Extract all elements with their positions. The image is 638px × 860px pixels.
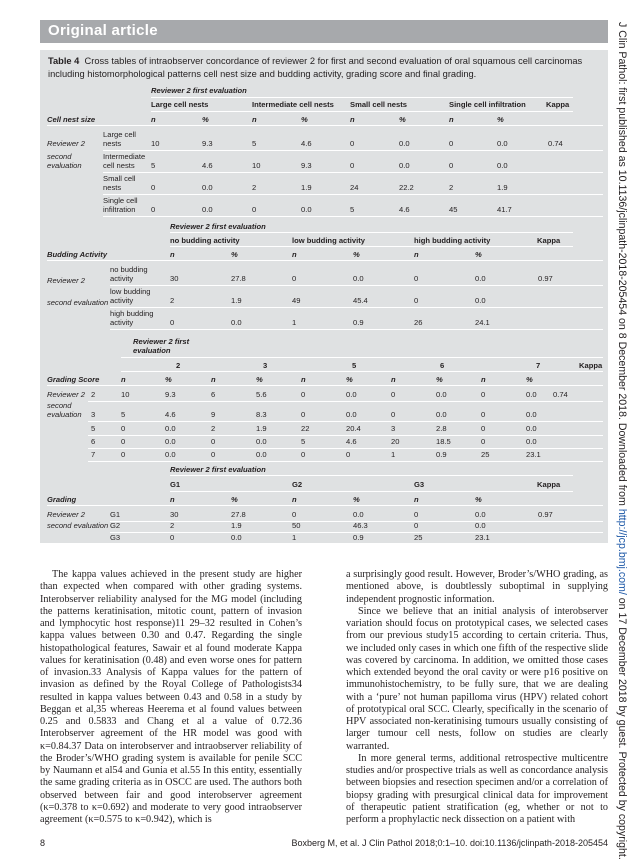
table-cell: 1	[292, 318, 297, 327]
first-eval-header: evaluation	[133, 346, 171, 355]
table-cell: 0	[481, 390, 486, 399]
table-cell: 0	[151, 183, 156, 192]
table-cell: 0.0	[526, 390, 537, 399]
unit-header: n	[252, 115, 257, 124]
table-cell: 30	[170, 274, 179, 283]
unit-header: %	[399, 115, 406, 124]
table-cell: 4.6	[202, 161, 213, 170]
row-group-label: Reviewer 2	[47, 276, 85, 285]
table-rule	[170, 246, 573, 247]
row-group-label: second	[47, 152, 72, 161]
table-cell: 0.0	[256, 450, 267, 459]
table-cell: 49	[292, 296, 301, 305]
section-header: Budding Activity	[47, 250, 108, 259]
unit-header: n	[292, 495, 297, 504]
table-rule	[88, 421, 603, 422]
table-cell: 20	[391, 437, 400, 446]
table-rule	[170, 491, 573, 492]
table-cell: 0	[170, 318, 175, 327]
table-cell: 0	[211, 450, 216, 459]
journal-link[interactable]: http://jcp.bmj.com/	[616, 508, 628, 595]
kappa-header: Kappa	[537, 480, 561, 489]
table-rule	[103, 172, 603, 173]
row-group-label: second evaluation	[47, 298, 109, 307]
table-rule	[110, 329, 603, 330]
table-cell: 0	[301, 410, 306, 419]
paragraph: a surprisingly good result. However, Broder’s/WHO grading, as mentioned above, is doubtlessly suboptimal in supplying independent prognostic information.	[346, 569, 608, 605]
table-rule	[88, 401, 603, 402]
row-label: Large cell	[103, 130, 136, 139]
table-cell: 0	[252, 205, 257, 214]
column-header: low budding activity	[292, 236, 365, 245]
unit-header: %	[475, 495, 482, 504]
table-cell: 0	[211, 437, 216, 446]
row-label: G2	[110, 521, 121, 530]
table-cell: 0	[414, 510, 419, 519]
table-cell: 2.8	[436, 424, 447, 433]
unit-header: n	[414, 250, 419, 259]
table-cell: 18.5	[436, 437, 451, 446]
table-cell: 0	[121, 450, 126, 459]
column-header: no budding activity	[170, 236, 240, 245]
row-label: Single cell	[103, 196, 138, 205]
table-rule	[121, 357, 603, 358]
table-cell: 1.9	[231, 521, 242, 530]
row-label: no budding	[110, 265, 148, 274]
row-group-label: second evaluation	[47, 521, 109, 530]
table-cell: 0.0	[436, 410, 447, 419]
table-cell: 0	[292, 274, 297, 283]
table-cell: 0	[170, 533, 175, 542]
table-cell: 0.0	[165, 424, 176, 433]
column-header: 3	[263, 361, 268, 370]
table-cell: 5	[350, 205, 355, 214]
table-rule	[121, 371, 603, 372]
table-cell: 0.0	[526, 424, 537, 433]
table-cell: 0.0	[353, 510, 364, 519]
table-caption	[48, 55, 600, 80]
table-label: Table 4	[48, 56, 80, 66]
table-cell: 4.6	[346, 437, 357, 446]
table-cell: 5	[121, 410, 126, 419]
table-cell: 0	[481, 410, 486, 419]
table-cell: 10	[121, 390, 130, 399]
first-eval-header: Reviewer 2 first	[133, 337, 190, 346]
table-cell: 0	[346, 450, 351, 459]
unit-header: %	[301, 115, 308, 124]
column-header: G1	[170, 480, 181, 489]
table-cell: 26	[414, 318, 423, 327]
kappa-header: Kappa	[537, 236, 561, 245]
table-cell: 0	[414, 521, 419, 530]
column-header: Single cell infiltration	[449, 100, 526, 109]
unit-header: n	[391, 375, 396, 384]
table-cell: 0	[301, 450, 306, 459]
table-cell: 6	[211, 390, 216, 399]
row-label: activity	[110, 318, 134, 327]
row-label: 6	[91, 437, 96, 446]
table-cell: 0	[292, 510, 297, 519]
table-cell: 0	[414, 296, 419, 305]
table-cell: 9.3	[165, 390, 176, 399]
table-cell: 50	[292, 521, 301, 530]
unit-header: %	[346, 375, 353, 384]
unit-header: n	[481, 375, 486, 384]
table-rule	[103, 150, 603, 151]
column-header: 7	[536, 361, 541, 370]
table-cell: 1.9	[256, 424, 267, 433]
table-cell: 0	[414, 274, 419, 283]
table-cell: 5	[301, 437, 306, 446]
column-header: G2	[292, 480, 303, 489]
table-rule	[47, 385, 603, 386]
table-rule	[47, 505, 603, 506]
table-cell: 0	[391, 410, 396, 419]
section-header: Grading Score	[47, 375, 100, 384]
table-cell: 0.0	[165, 450, 176, 459]
row-group-label: Reviewer 2	[47, 510, 85, 519]
unit-header: %	[475, 250, 482, 259]
unit-header: %	[526, 375, 533, 384]
row-label: low budding	[110, 287, 151, 296]
table-cell: 0.9	[353, 318, 364, 327]
section-banner	[40, 20, 608, 43]
table-cell: 0.0	[497, 139, 508, 148]
footer-citation: Boxberg M, et al. J Clin Pathol 2018;0:1–10. doi:10.1136/jclinpath-2018-205454	[291, 838, 608, 848]
unit-header: n	[449, 115, 454, 124]
table-rule	[47, 260, 603, 261]
table-cell: 0.0	[301, 205, 312, 214]
table-cell: 1	[292, 533, 297, 542]
table-cell: 0	[151, 205, 156, 214]
table-rule	[47, 125, 603, 126]
table-cell: 0	[391, 390, 396, 399]
table-cell: 23.1	[526, 450, 541, 459]
row-group-label: Reviewer 2	[47, 139, 85, 148]
table-cell: 0.0	[231, 318, 242, 327]
row-label: 3	[91, 410, 96, 419]
table-cell: 0.0	[475, 521, 486, 530]
unit-header: n	[151, 115, 156, 124]
section-label: Original article	[48, 22, 158, 39]
row-label: 2	[91, 390, 96, 399]
body-column-right	[346, 569, 608, 826]
table-cell: 2	[449, 183, 454, 192]
paragraph: The kappa values achieved in the present study are higher than expected when compared with other grading systems. Interobserver reliability analysed for the MG model (including the patterns keratinisation, mitotic count, pattern of invasion and lymphocytic host response)11 29–32 resulted in Cohen’s kappa values between 0.30 and 0.47. Regarding the single histopathological features, Sawair et al found moderate Kappa values for keratinisation (0.48) and even worse ones for pattern of invasion.33 Analysis of Kappa values for the pattern of invasion as defined by the Royal College of Pathologists34 resulted in kappa values between 0.43 and 0.58 in a study by Beggan et al,35 whereas Heerema et al found values between 0.25 and 0.5833 and Chang et al a value of 0.72.36 Interobserver agreement of the HR model was good with κ=0.84.37 Data on interobserver and intraobserver reliability of the Broder’s/WHO grading system is available for penile SCC by Naumann et al54 and Gunia et al.55 In this entity, essentially the same grading criteria as in OSCC are used. The authors both observed between fair and good interobserver agreement (κ=0.378 to κ=0.692) and moderate to very good intraobserver agreement (κ=0.575 to κ=0.942), which is	[40, 569, 302, 825]
table-cell: 0	[350, 161, 355, 170]
table-cell: 0.9	[436, 450, 447, 459]
table-rule	[103, 194, 603, 195]
table-cell: 0	[301, 390, 306, 399]
citation-sidebar	[612, 22, 632, 860]
page-number: 8	[40, 838, 46, 848]
column-header: high budding activity	[414, 236, 491, 245]
unit-header: %	[497, 115, 504, 124]
table-cell: 1	[391, 450, 396, 459]
table-rule	[88, 461, 603, 462]
table-cell: 0.0	[475, 510, 486, 519]
table-cell: 0.0	[346, 410, 357, 419]
table-rule	[110, 307, 603, 308]
first-eval-header: Reviewer 2 first evaluation	[170, 222, 266, 231]
table-cell: 5	[151, 161, 156, 170]
table-cell: 0	[449, 139, 454, 148]
unit-header: %	[436, 375, 443, 384]
table-rule	[103, 216, 603, 217]
unit-header: %	[231, 495, 238, 504]
column-header: G3	[414, 480, 425, 489]
table-cell: 1.9	[301, 183, 312, 192]
table-cell: 9.3	[202, 139, 213, 148]
table-caption-text: Cross tables of intraobserver concordance of reviewer 2 for first and second evaluation of oral squamous cell carcinomas including histomorphological patterns cell nest size and budding activity, grading score and final grading.	[48, 56, 583, 79]
table-cell: 24	[350, 183, 359, 192]
table-rule	[151, 111, 573, 112]
paragraph: In more general terms, additional retrospective multicentre studies and/or prospective trials as well as concordance analysis between biopsies and resection specimen and/or a correlation of biopsy grading with presurgical clinical data for improvement of therapeutic patient stratification (eg, whether or not to perform a prophylactic neck dissection on a patient with	[346, 752, 608, 825]
table-cell: 27.8	[231, 510, 246, 519]
row-label: G3	[110, 533, 121, 542]
table-cell: 10	[252, 161, 261, 170]
kappa-value: 0.97	[538, 510, 553, 519]
table-cell: 1.9	[497, 183, 508, 192]
unit-header: %	[165, 375, 172, 384]
table-cell: 27.8	[231, 274, 246, 283]
column-header: Small cell nests	[350, 100, 407, 109]
table-cell: 45	[449, 205, 458, 214]
row-group-label: evaluation	[47, 410, 82, 419]
kappa-value: 0.74	[553, 390, 568, 399]
sidebar-text-end: on 17 December 2018 by guest. Protected by copyright.	[616, 594, 628, 860]
table-cell: 0.0	[436, 390, 447, 399]
table-cell: 0.0	[526, 437, 537, 446]
unit-header: n	[211, 375, 216, 384]
row-label: cell nests	[103, 161, 135, 170]
column-header: Large cell nests	[151, 100, 209, 109]
table-cell: 0.0	[497, 161, 508, 170]
paragraph: Since we believe that an initial analysis of interobserver variation should focus on prototypical cases, we selected cases from our previous study15 according to certain criteria. Thus, we included only cases in which one fifth of the respective slide was covered by carcinoma. In addition, we omitted those cases which extended beyond the oral cavity or were p16 positive on immunohistochemistry, to be fully sure, that we are dealing with a ‘pure’ not human papilloma virus (HPV) related cohort of prototypical oral SCC. Clearly, specifically in the scenario of HPV associated non-keratinising tumours usually consisting of larger tumour cell nests, follow on studies are clearly warranted.	[346, 605, 608, 752]
table-cell: 0.9	[353, 533, 364, 542]
table-cell: 0	[481, 424, 486, 433]
table-cell: 5	[252, 139, 257, 148]
column-header: 6	[440, 361, 445, 370]
table-cell: 30	[170, 510, 179, 519]
first-eval-header: Reviewer 2 first evaluation	[170, 465, 266, 474]
table-rule	[170, 475, 573, 476]
table-cell: 2	[170, 521, 175, 530]
unit-header: n	[414, 495, 419, 504]
table-cell: 0	[121, 424, 126, 433]
table-cell: 4.6	[399, 205, 410, 214]
row-label: Small cell	[103, 174, 136, 183]
table-cell: 0.0	[346, 390, 357, 399]
row-group-label: evaluation	[47, 161, 82, 170]
table-cell: 9	[211, 410, 216, 419]
table-cell: 9.3	[301, 161, 312, 170]
table-cell: 1.9	[231, 296, 242, 305]
kappa-value: 0.74	[548, 139, 563, 148]
table-cell: 0.0	[526, 410, 537, 419]
table-cell: 0.0	[202, 183, 213, 192]
unit-header: n	[292, 250, 297, 259]
unit-header: n	[301, 375, 306, 384]
table-cell: 45.4	[353, 296, 368, 305]
table-rule	[170, 232, 573, 233]
column-header: 5	[352, 361, 357, 370]
table-cell: 23.1	[475, 533, 490, 542]
table-cell: 0.0	[256, 437, 267, 446]
table-cell: 46.3	[353, 521, 368, 530]
unit-header: %	[353, 250, 360, 259]
row-label: infiltration	[103, 205, 136, 214]
table-rule	[88, 435, 603, 436]
row-label: 5	[91, 424, 96, 433]
table-rule	[110, 285, 603, 286]
unit-header: %	[231, 250, 238, 259]
table-cell: 0	[350, 139, 355, 148]
table-cell: 0	[481, 437, 486, 446]
table-cell: 8.3	[256, 410, 267, 419]
table-cell: 4.6	[301, 139, 312, 148]
table-cell: 0.0	[165, 437, 176, 446]
row-group-label: second	[47, 401, 72, 410]
table-cell: 25	[481, 450, 490, 459]
table-cell: 20.4	[346, 424, 361, 433]
table-cell: 0.0	[475, 274, 486, 283]
unit-header: %	[202, 115, 209, 124]
table-cell: 22.2	[399, 183, 414, 192]
table-cell: 0.0	[399, 161, 410, 170]
kappa-header: Kappa	[579, 361, 603, 370]
row-label: 7	[91, 450, 96, 459]
row-group-label: Reviewer 2	[47, 390, 85, 399]
first-eval-header: Reviewer 2 first evaluation	[151, 86, 247, 95]
row-label: Intermediate	[103, 152, 146, 161]
sidebar-text: J Clin Pathol: first published as 10.1136/jclinpath-2018-205454 on 8 December 2018. Downloaded from	[616, 22, 628, 509]
table-cell: 0.0	[399, 139, 410, 148]
unit-header: n	[170, 495, 175, 504]
table-cell: 0.0	[475, 296, 486, 305]
row-label: G1	[110, 510, 121, 519]
row-label: high budding	[110, 309, 154, 318]
table-cell: 0	[121, 437, 126, 446]
unit-header: %	[353, 495, 360, 504]
table-cell: 41.7	[497, 205, 512, 214]
table-cell: 5.6	[256, 390, 267, 399]
kappa-header: Kappa	[546, 100, 570, 109]
unit-header: n	[350, 115, 355, 124]
table-cell: 10	[151, 139, 160, 148]
column-header: 2	[176, 361, 181, 370]
table-cell: 4.6	[165, 410, 176, 419]
row-label: nests	[103, 139, 122, 148]
table-cell: 2	[211, 424, 216, 433]
section-header: Cell nest size	[47, 115, 96, 124]
table-rule	[88, 448, 603, 449]
table-cell: 0.0	[202, 205, 213, 214]
unit-header: n	[121, 375, 126, 384]
table-cell: 2	[252, 183, 257, 192]
table-cell: 3	[391, 424, 396, 433]
table-cell: 0	[449, 161, 454, 170]
unit-header: %	[256, 375, 263, 384]
body-column-left	[40, 569, 302, 826]
unit-header: n	[170, 250, 175, 259]
table-rule	[151, 97, 573, 98]
table-cell: 24.1	[475, 318, 490, 327]
row-label: activity	[110, 296, 134, 305]
row-label: activity	[110, 274, 134, 283]
table-cell: 2	[170, 296, 175, 305]
table-cell: 25	[414, 533, 423, 542]
row-label: nests	[103, 183, 122, 192]
column-header: Intermediate cell nests	[252, 100, 334, 109]
section-header: Grading	[47, 495, 77, 504]
table-cell: 0.0	[353, 274, 364, 283]
table-cell: 0.0	[231, 533, 242, 542]
kappa-value: 0.97	[538, 274, 553, 283]
table-cell: 22	[301, 424, 310, 433]
